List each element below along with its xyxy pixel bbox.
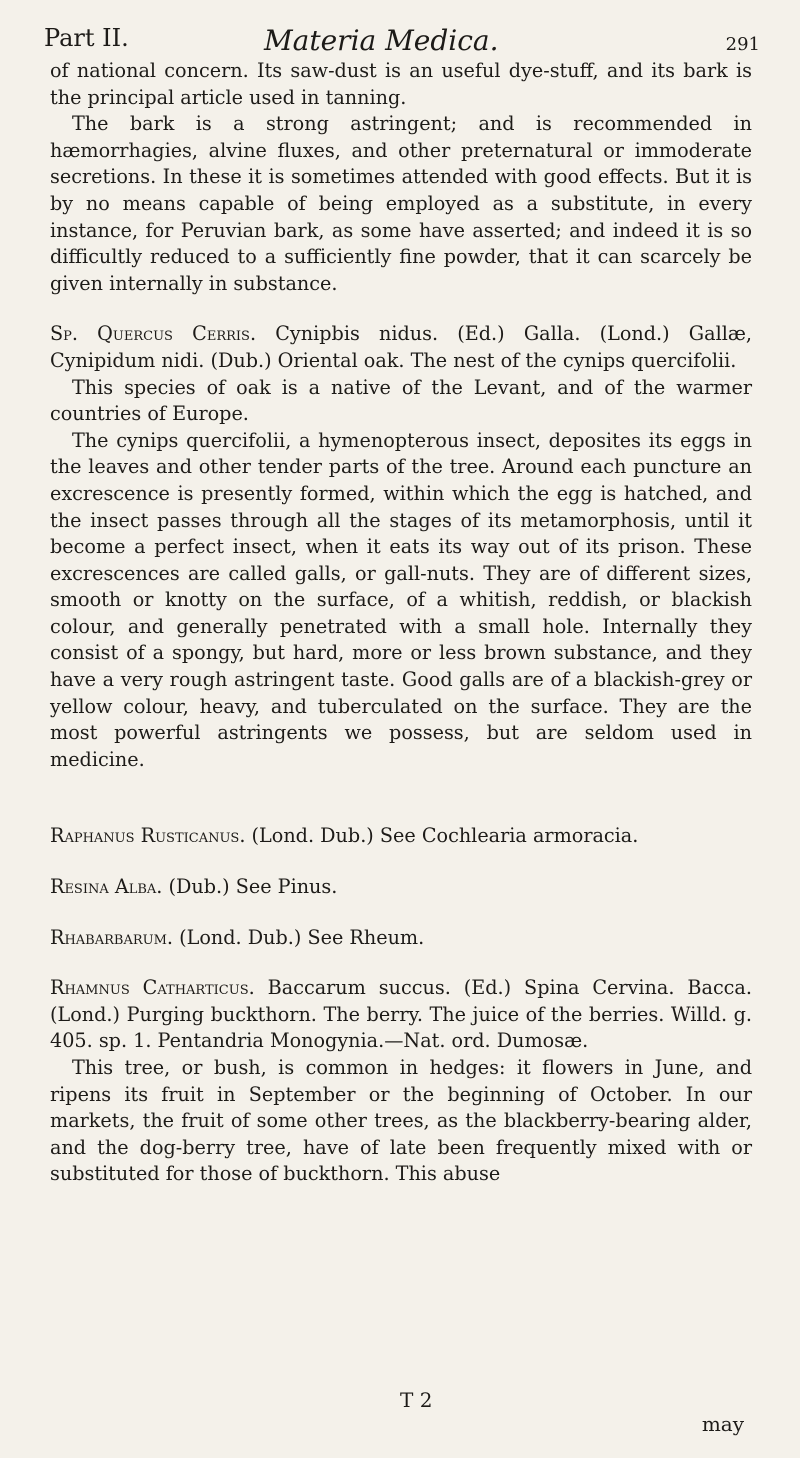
- entry-rhamnus-catharticus: [50, 975, 752, 1055]
- entry-quercus-cerris: [50, 321, 752, 374]
- entry-resina-alba: [50, 874, 752, 901]
- entry-heading: Sp. Quercus Cerris.: [50, 322, 257, 346]
- body-paragraph: This species of oak is a native of the Levant, and of the warmer countries of Europe.: [50, 375, 752, 426]
- body-paragraph: of national concern. Its saw-dust is an useful dye-stuff, and its bark is the principal article used in tanning.: [50, 59, 752, 109]
- body-paragraph: The bark is a strong astringent; and is recommended in hæmorrhagies, alvine fluxes, and other preternatural or immoderate secretions. In these it is sometimes attended with good effects. But it is by no means capable of being employed as a substitute, in every instance, for Peruvian bark, as some have asserted; and indeed it is so difficultly reduced to a sufficiently fine powder, that it can scarcely be given internally in substance.: [50, 112, 752, 295]
- entry-rhabarbarum: [50, 925, 752, 952]
- page-body: [50, 58, 752, 1188]
- entry-heading: Rhabarbarum.: [50, 925, 173, 949]
- running-title: Materia Medica.: [264, 24, 499, 57]
- body-paragraph: The cynips quercifolii, a hymenopterous insect, deposites its eggs in the leaves and other tender parts of the tree. Around each puncture an excrescence is presently formed, within which the egg is hatched, and the insect passes through all the stages of its metamorphosis, until it become a perfect insect, when it eats its way out of its prison. These excrescences are called galls, or gall-nuts. They are of different sizes, smooth or knotty on the surface, of a whitish, reddish, or blackish colour, and generally penetrated with a small hole. Internally they consist of a spongy, but hard, more or less brown substance, and they have a very rough astringent taste. Good galls are of a blackish-grey or yellow colour, heavy, and tuberculated on the surface. They are the most powerful astringents we possess, but are seldom used in medicine.: [50, 428, 752, 771]
- entry-heading: Raphanus Rusticanus.: [50, 824, 246, 848]
- catchword: may: [701, 1412, 744, 1436]
- entry-source: (Dub.): [168, 875, 230, 899]
- entry-raphanus: [50, 823, 752, 850]
- entry-synonyms: Baccarum succus. (Ed.) Spina Cervina. Bacca. (Lond.) Purging buckthorn. The berry. The juice of the berries. Willd. g. 405. sp. 1. Pentandria Monogynia.—Nat. ord. Dumosæ.: [50, 976, 752, 1053]
- entry-synonyms: Cynipbis nidus. (Ed.) Galla. (Lond.) Gallæ, Cynipidum nidi. (Dub.) Oriental oak. The nest of the cynips quercifolii.: [50, 322, 752, 372]
- body-paragraph: This tree, or bush, is common in hedges: it flowers in June, and ripens its fruit in September or the beginning of October. In our markets, the fruit of some other trees, as the blackberry-bearing alder, and the dog-berry tree, have of late been frequently mixed with or substituted for those of buckthorn. This abuse: [50, 1056, 752, 1186]
- entry-cross-reference: See Pinus.: [235, 875, 338, 899]
- page-number: 291: [725, 34, 760, 55]
- entry-heading: Resina Alba.: [50, 875, 163, 899]
- entry-source: (Lond. Dub.): [251, 824, 374, 848]
- part-label: Part II.: [44, 24, 129, 52]
- entry-source: (Lond. Dub.): [179, 925, 302, 949]
- entry-cross-reference: See Rheum.: [307, 925, 425, 949]
- signature-mark: T 2: [400, 1388, 433, 1412]
- entry-cross-reference: See Cochlearia armoracia.: [379, 824, 639, 848]
- entry-heading: Rhamnus Catharticus.: [50, 976, 255, 1000]
